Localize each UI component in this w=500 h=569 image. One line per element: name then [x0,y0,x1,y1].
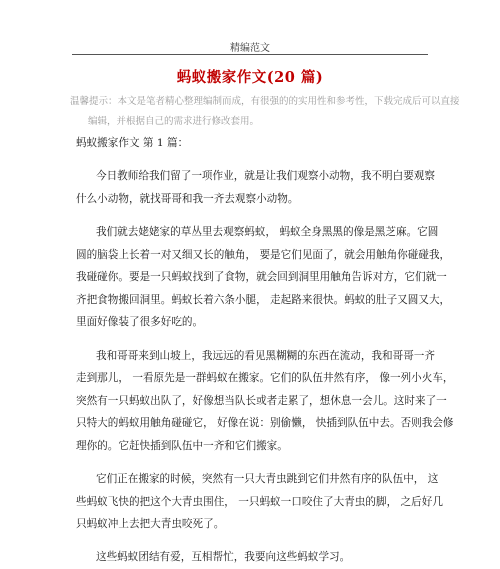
paragraph-1 [76,165,436,210]
paragraph-line: 我们就去姥姥家的草丛里去观察蚂蚁， 蚂蚁全身黑黑的像是黑芝麻。它圆 [96,225,439,238]
tip-line-1: 温馨提示：本文是笔者精心整理编制而成，有很强的的实用性和参考性，下载完成后可以直接 [70,96,460,107]
article-heading: 蚂蚁搬家作文 第 1 篇： [76,137,189,149]
paragraph-line: 它们正在搬家的时候，突然有一只大青虫跳到它们井然有序的队伍中， 这 [96,473,439,486]
paragraph-line: 我碰碰你。要是一只蚂蚁找到了食物，就会回到洞里用触角告诉对方，它们就一 [76,271,447,284]
header-label: 精编范文 [230,43,270,54]
paragraph-line: 只蚂蚁冲上去把大青虫咬死了。 [76,518,225,531]
paragraph-3 [76,345,454,458]
paragraph-line: 我和哥哥来到山坡上，我远远的看见黑糊糊的东西在流动，我和哥哥一齐 [96,349,435,362]
paragraph-line: 走到那儿， 一看原先是一群蚂蚁在搬家。它们的队伍井然有序， 像一列小火车， [76,372,454,385]
paragraph-line: 只特大的蚂蚁用触角碰碰它， 好像在说：别偷懒， 快插到队伍中去。否则我会修 [76,417,454,430]
tip-line-2: 编辑，并根据自己的需求进行修改套用。 [88,116,260,127]
paragraph-line: 圆的脑袋上长着一对又细又长的触角， 要是它们见面了，就会用触角你碰碰我， [76,248,451,261]
paragraph-line: 今日教师给我们留了一项作业，就是让我们观察小动物，我不明白要观察 [96,170,435,183]
header-divider [72,54,428,55]
paragraph-2 [76,221,451,334]
document-title: 蚂蚁搬家作文(20 篇) [176,69,324,86]
paragraph-line: 什么小动物，就找哥哥和我一齐去观察小动物。 [76,192,299,205]
paragraph-line: 突然有一只蚂蚁出队了，好像想当队长或者走累了，想休息一会儿。这时来了一 [76,394,447,407]
paragraph-line: 齐把食物搬回洞里。蚂蚁长着六条小腿， 走起路来很快。蚂蚁的肚子又圆又大， [76,293,451,306]
paragraph-line: 里面好像装了很多好吃的。 [76,316,204,329]
article-body [76,132,454,569]
paragraph-line: 些蚂蚁飞快的把这个大青虫围住， 一只蚂蚁一口咬住了大青虫的脚， 之后好几 [76,495,443,508]
paragraph-line: 这些蚂蚁团结有爱，互相帮忙，我要向这些蚂蚁学习。 [96,551,351,564]
paragraph-4 [76,468,443,536]
paragraph-line: 理你的。它赶快插到队伍中一齐和它们搬家。 [76,439,288,452]
